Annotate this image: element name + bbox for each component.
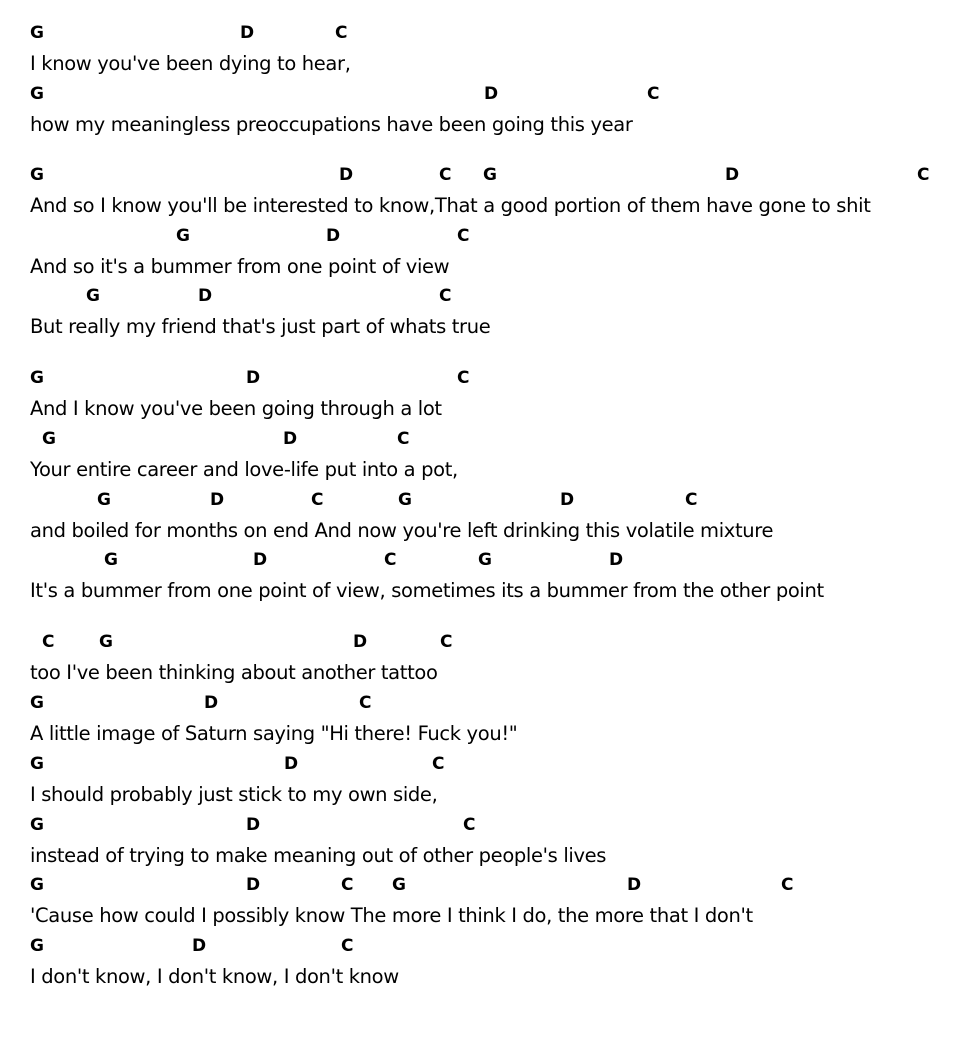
chord: C <box>359 693 372 713</box>
chord: C <box>439 165 452 185</box>
lyric-row <box>0 782 978 812</box>
lyric-line: A little image of Saturn saying "Hi there! Fuck you!" <box>30 722 518 745</box>
lyric-row <box>0 314 978 344</box>
chord: D <box>246 875 261 895</box>
chord: D <box>627 875 642 895</box>
chord-row <box>0 225 978 255</box>
chord: D <box>246 815 261 835</box>
chord: C <box>341 875 354 895</box>
chord: D <box>484 84 499 104</box>
chord: D <box>240 23 255 43</box>
chord: D <box>339 165 354 185</box>
lyric-line: And so I know you'll be interested to know,That a good portion of them have gone to shit <box>30 194 871 217</box>
chord: C <box>457 226 470 246</box>
chord-row <box>0 428 978 458</box>
chord: D <box>725 165 740 185</box>
chord: C <box>341 936 354 956</box>
chord: G <box>30 23 44 43</box>
chord: G <box>30 693 44 713</box>
chord: G <box>86 286 100 306</box>
chord: D <box>326 226 341 246</box>
lyric-line: It's a bummer from one point of view, sometimes its a bummer from the other point <box>30 579 824 602</box>
chord: D <box>283 429 298 449</box>
chord-row <box>0 489 978 519</box>
lyric-row <box>0 903 978 933</box>
chord-row <box>0 83 978 113</box>
lyric-line: instead of trying to make meaning out of other people's lives <box>30 844 607 867</box>
lyric-line: too I've been thinking about another tattoo <box>30 661 438 684</box>
chord: G <box>30 84 44 104</box>
chord: G <box>30 754 44 774</box>
chord-row <box>0 692 978 722</box>
chord: C <box>432 754 445 774</box>
chord: G <box>99 632 113 652</box>
lyric-row <box>0 843 978 873</box>
lyric-row <box>0 396 978 426</box>
chord: D <box>204 693 219 713</box>
chord-row <box>0 549 978 579</box>
chord: D <box>560 490 575 510</box>
chord: C <box>917 165 930 185</box>
lyric-line: I should probably just stick to my own side, <box>30 783 438 806</box>
lyric-line: But really my friend that's just part of whats true <box>30 315 491 338</box>
lyric-line: and boiled for months on end And now you're left drinking this volatile mixture <box>30 519 774 542</box>
lyric-row <box>0 112 978 142</box>
chord: C <box>42 632 55 652</box>
chord: C <box>463 815 476 835</box>
lyric-row <box>0 964 978 994</box>
lyric-line: And so it's a bummer from one point of view <box>30 255 450 278</box>
chord: C <box>439 286 452 306</box>
chord-row <box>0 22 978 52</box>
chord: G <box>97 490 111 510</box>
lyric-row <box>0 457 978 487</box>
lyric-row <box>0 193 978 223</box>
lyric-row <box>0 660 978 690</box>
chord: C <box>384 550 397 570</box>
lyric-row <box>0 578 978 608</box>
chord: D <box>253 550 268 570</box>
lyric-line: 'Cause how could I possibly know The more I think I do, the more that I don't <box>30 904 753 927</box>
chord: G <box>104 550 118 570</box>
chord: G <box>42 429 56 449</box>
chord: C <box>440 632 453 652</box>
chord: D <box>210 490 225 510</box>
chord: G <box>478 550 492 570</box>
chord: G <box>30 815 44 835</box>
chord: C <box>781 875 794 895</box>
chord-row <box>0 367 978 397</box>
lyric-line: I don't know, I don't know, I don't know <box>30 965 399 988</box>
chord-row <box>0 935 978 965</box>
chord: C <box>335 23 348 43</box>
chord-row <box>0 164 978 194</box>
chord: G <box>30 165 44 185</box>
chord: G <box>398 490 412 510</box>
lyric-line: how my meaningless preoccupations have been going this year <box>30 113 633 136</box>
chord: D <box>609 550 624 570</box>
chord: C <box>685 490 698 510</box>
chord: G <box>176 226 190 246</box>
chord: C <box>647 84 660 104</box>
chord: G <box>30 368 44 388</box>
chord: G <box>30 875 44 895</box>
chord: C <box>311 490 324 510</box>
chord: D <box>198 286 213 306</box>
chord: D <box>353 632 368 652</box>
lyric-line: Your entire career and love-life put into a pot, <box>30 458 458 481</box>
chord: D <box>246 368 261 388</box>
lyric-row <box>0 254 978 284</box>
lyric-row <box>0 51 978 81</box>
chord-row <box>0 631 978 661</box>
chord-row <box>0 285 978 315</box>
chord: D <box>284 754 299 774</box>
lyric-line: And I know you've been going through a lot <box>30 397 442 420</box>
chord-row <box>0 874 978 904</box>
chord-row <box>0 753 978 783</box>
chord: C <box>457 368 470 388</box>
lyric-row <box>0 518 978 548</box>
lyric-line: I know you've been dying to hear, <box>30 52 351 75</box>
chord: G <box>30 936 44 956</box>
chord: C <box>397 429 410 449</box>
chord: G <box>392 875 406 895</box>
lyric-row <box>0 721 978 751</box>
chord: D <box>192 936 207 956</box>
chord-row <box>0 814 978 844</box>
chord: G <box>483 165 497 185</box>
